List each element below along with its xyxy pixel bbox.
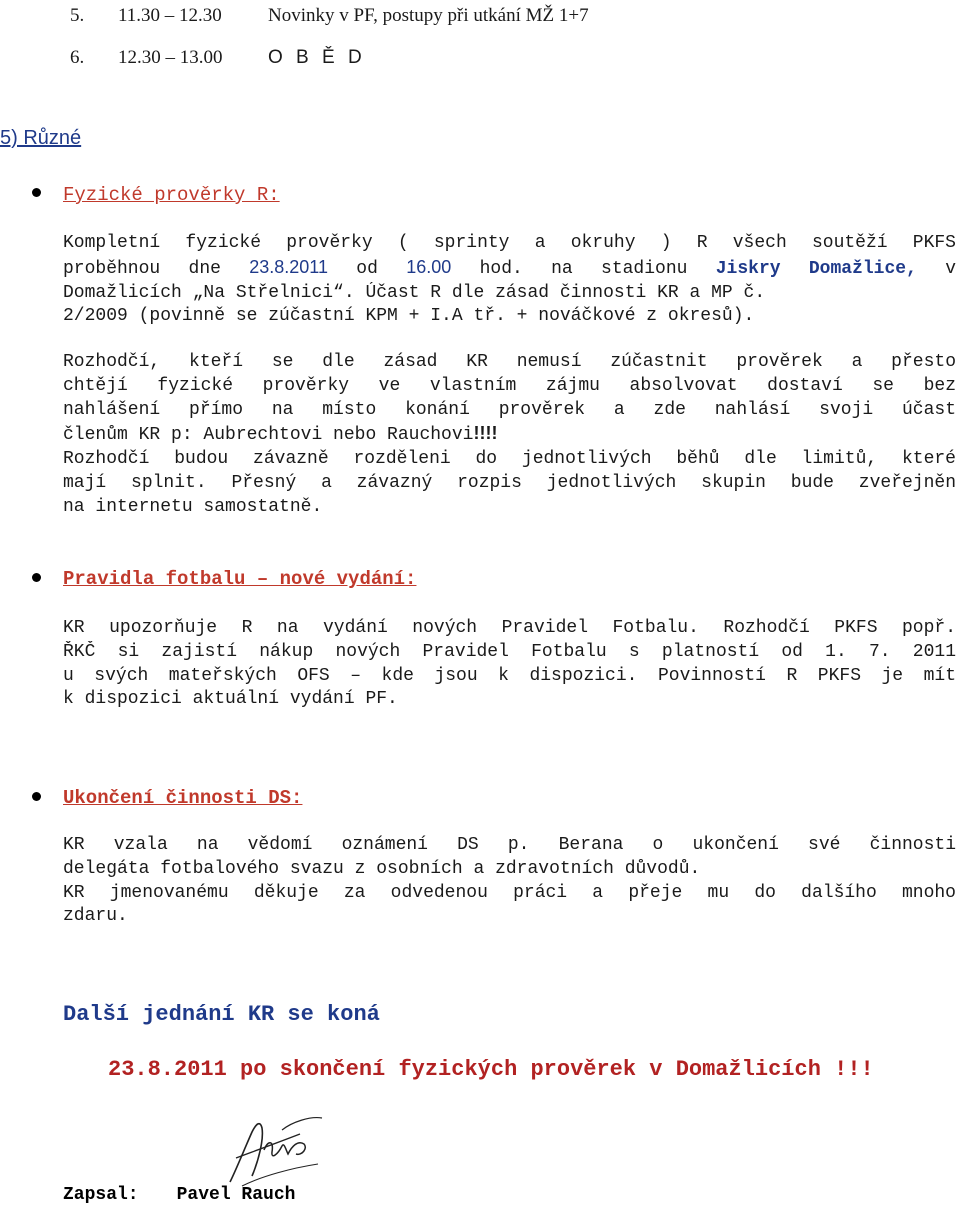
text-run: v <box>916 258 956 279</box>
time-text: 16.00 <box>406 256 452 277</box>
fyzicke-paragraph-2 <box>63 351 956 520</box>
bullet-icon <box>32 188 41 197</box>
text-line <box>63 472 956 496</box>
agenda-row-5 <box>70 4 589 28</box>
text-line <box>63 422 956 448</box>
exclamation-text: !!!! <box>473 423 498 444</box>
text-line: zdaru. <box>63 906 128 927</box>
section-heading: 5) Různé <box>0 127 82 149</box>
text-run: proběhnou dne <box>63 258 250 279</box>
text-run: hod. na stadionu <box>451 258 716 279</box>
text-run: u svých mateřských OFS – kde jsou k dispozici. <box>63 665 638 686</box>
agenda-label: O B Ě D <box>268 47 366 68</box>
text-line <box>63 665 956 689</box>
text-run: Povinností R PKFS je mít <box>637 665 956 686</box>
agenda-time: 12.30 – 13.00 <box>118 47 223 68</box>
pravidla-heading: Pravidla fotbalu – nové vydání: <box>63 568 417 590</box>
text-line: ŘKČ si zajistí nákup nových Pravidel Fotbalu s platností od 1. 7. 2011 <box>63 641 956 662</box>
ukonceni-heading: Ukončení činnosti DS: <box>63 787 303 809</box>
text-run: Přesný a závazný rozpis jednotlivých skupin bude zveřejněn <box>206 472 956 493</box>
bullet-icon <box>32 792 41 801</box>
bullet-icon <box>32 573 41 582</box>
recorder-name: Pavel Rauch <box>176 1185 296 1205</box>
recorder-label: Zapsal: <box>63 1185 139 1205</box>
pravidla-paragraph <box>63 617 956 712</box>
text-line: KR jmenovanému děkuje za odvedenou práci a přeje mu do dalšího mnoho <box>63 882 956 903</box>
agenda-time: 11.30 – 12.30 <box>118 5 222 26</box>
text-line: delegáta fotbalového svazu z osobních a zdravotních důvodů. <box>63 858 701 879</box>
agenda-row-6 <box>70 46 366 70</box>
text-run: mají splnit. <box>63 472 207 493</box>
fyzicke-paragraph-1 <box>63 232 956 329</box>
text-line: 2/2009 (povinně se zúčastní KPM + I.A tř. + nováčkové z okresů). <box>63 306 755 327</box>
text-run: členům KR p: Aubrechtovi nebo Rauchovi <box>63 425 474 446</box>
agenda-number: 6. <box>70 47 85 68</box>
text-line: KR upozorňuje R na vydání nových Pravidel Fotbalu. Rozhodčí PKFS popř. <box>63 618 956 638</box>
signature-image <box>222 1110 332 1190</box>
next-meeting-title: Další jednání KR se koná <box>63 1002 380 1027</box>
text-run: od <box>328 258 407 279</box>
text-line: KR vzala na vědomí oznámení DS p. Berana o ukončení své činnosti <box>63 835 956 855</box>
agenda-number: 5. <box>70 5 85 26</box>
recorder-line <box>63 1185 295 1205</box>
text-line: Rozhodčí, kteří se dle zásad KR nemusí zúčastnit prověrek a přesto <box>63 352 956 372</box>
text-line: k dispozici aktuální vydání PF. <box>63 689 398 710</box>
fyzicke-heading: Fyzické prověrky R: <box>63 184 280 206</box>
next-meeting-date: 23.8.2011 po skončení fyzických prověrek v Domažlicích !!! <box>108 1057 874 1082</box>
date-text: 23.8.2011 <box>249 256 328 277</box>
text-line: Rozhodčí budou závazně rozděleni do jednotlivých běhů dle limitů, které <box>63 449 956 470</box>
text-line <box>63 256 956 282</box>
agenda-label: Novinky v PF, postupy při utkání MŽ 1+7 <box>268 5 589 26</box>
text-line: chtějí fyzické prověrky ve vlastním zájmu absolvovat dostaví se bez <box>63 375 956 396</box>
ukonceni-paragraph <box>63 834 956 929</box>
text-line: Kompletní fyzické prověrky ( sprinty a okruhy ) R všech soutěží PKFS <box>63 233 956 253</box>
venue-text: Jiskry Domažlice, <box>715 258 917 279</box>
text-line: na internetu samostatně. <box>63 496 323 517</box>
text-line: Domažlicích „Na Střelnici“. Účast R dle zásad činnosti KR a MP č. <box>63 282 766 303</box>
text-line: nahlášení přímo na místo konání prověrek a zde nahlásí svoji účast <box>63 399 956 420</box>
